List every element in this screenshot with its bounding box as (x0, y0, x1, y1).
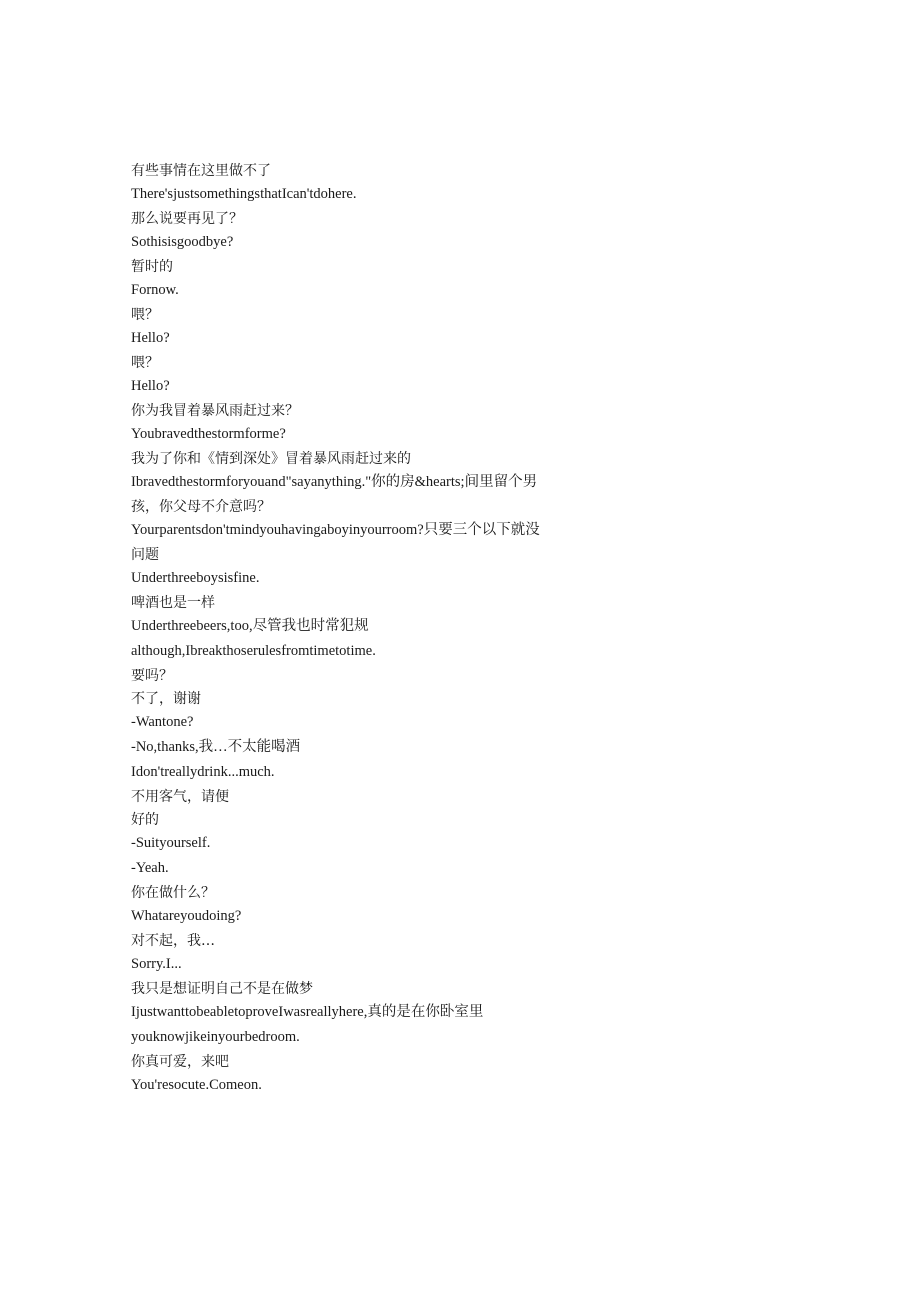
subtitle-line: 喂？ (131, 307, 159, 323)
subtitle-line: 要吗？ (131, 668, 173, 684)
subtitle-line: -Suityourself. (131, 835, 211, 851)
subtitle-line: -No,thanks,我…不太能喝酒 (131, 739, 301, 755)
subtitle-line: 啤酒也是一样 (131, 595, 215, 611)
subtitle-line: Underthreebeers,too,尽管我也时常犯规 (131, 618, 369, 634)
subtitle-line: Sorry.I... (131, 956, 182, 972)
subtitle-line: -Yeah. (131, 860, 169, 876)
subtitle-line: Whatareyoudoing? (131, 908, 242, 924)
subtitle-line: Ibravedthestormforyouand"sayanything."你的房&hearts;间里留个男 (131, 474, 538, 490)
subtitle-line: 你在做什么？ (131, 885, 215, 901)
subtitle-line: 我只是想证明自己不是在做梦 (131, 981, 313, 997)
subtitle-line: 对不起，我… (131, 933, 215, 949)
subtitle-line: Youbravedthestormforme? (131, 426, 286, 442)
subtitle-line: although,Ibreakthoserulesfromtimetotime. (131, 643, 376, 659)
subtitle-line: -Wantone? (131, 714, 194, 730)
subtitle-line: Fornow. (131, 282, 179, 298)
subtitle-line: 好的 (131, 812, 159, 828)
subtitle-line: 不了，谢谢 (131, 691, 201, 707)
subtitle-line: Hello? (131, 378, 170, 394)
subtitle-line: There'sjustsomethingsthatIcan'tdohere. (131, 186, 357, 202)
subtitle-line: You'resocute.Comeon. (131, 1077, 262, 1093)
subtitle-line: IjustwanttobeabletoproveIwasreallyhere,真的是在你卧室里 (131, 1004, 484, 1020)
subtitle-line: Idon'treallydrink...much. (131, 764, 275, 780)
subtitle-line: 喂？ (131, 355, 159, 371)
subtitle-line: 不用客气，请便 (131, 789, 229, 805)
subtitle-line: 孩，你父母不介意吗？ (131, 499, 271, 515)
subtitle-line: Hello? (131, 330, 170, 346)
subtitle-line: 有些事情在这里做不了 (131, 163, 271, 179)
subtitle-line: 你为我冒着暴风雨赶过来？ (131, 403, 299, 419)
subtitle-line: 我为了你和《情到深处》冒着暴风雨赶过来的 (131, 451, 411, 467)
subtitle-line: 那么说要再见了？ (131, 211, 243, 227)
subtitle-line: Sothisisgoodbye? (131, 234, 234, 250)
subtitle-line: Underthreeboysisfine. (131, 570, 260, 586)
subtitle-document (131, 160, 611, 1099)
subtitle-line: youknowjikeinyourbedroom. (131, 1029, 300, 1045)
subtitle-line: 你真可爱，来吧 (131, 1054, 229, 1070)
subtitle-line: Yourparentsdon'tmindyouhavingaboyinyourroom?只要三个以下就没 (131, 522, 540, 538)
subtitle-line: 问题 (131, 547, 159, 563)
subtitle-line: 暂时的 (131, 259, 173, 275)
